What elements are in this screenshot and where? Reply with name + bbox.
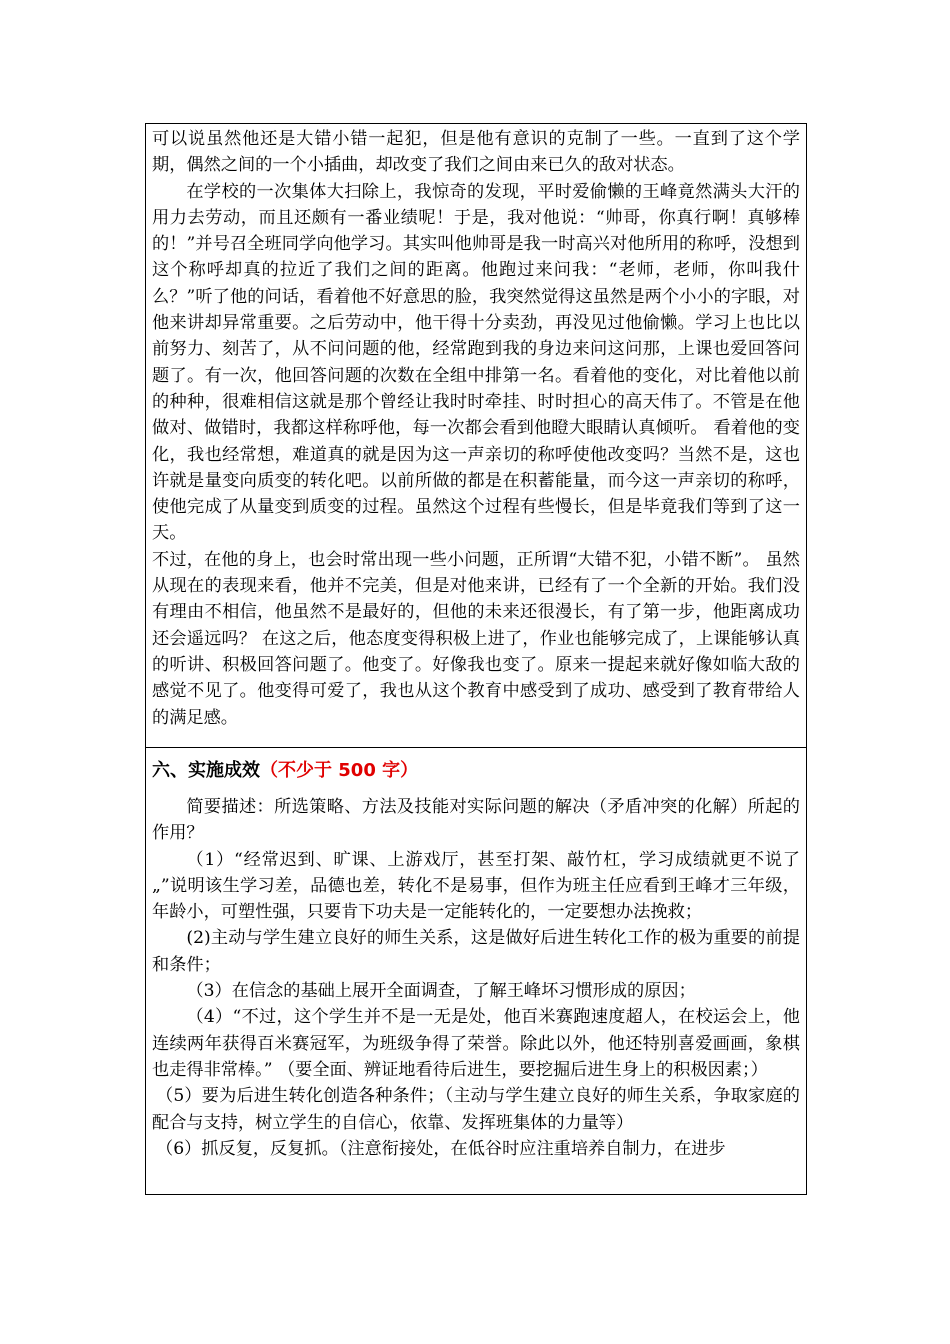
section6-item-2: (2)主动与学生建立良好的师生关系，这是做好后进生转化工作的极为重要的前提和条件；	[152, 928, 800, 975]
section6-item-1: （1）“经常迟到、旷课、上游戏厅，甚至打架、敲竹杠，学习成绩就更不说了„”说明该生学习差，品德也差，转化不是易事，但作为班主任应看到王峰才三年级，年龄小，可塑性强，只要肯下功夫是一定能转化的，一定要想办法挽救；	[152, 849, 800, 923]
section6-intro: 简要描述：所选策略、方法及技能对实际问题的解决（矛盾冲突的化解）所起的作用？	[152, 797, 800, 844]
section6-item-5: （5）要为后进生转化创造各种条件；（主动与学生建立良好的师生关系，争取家庭的配合与支持，树立学生的自信心，依靠、发挥班集体的力量等）	[152, 1086, 800, 1133]
section6-item-4: （4）“不过，这个学生并不是一无是处，他百米赛跑速度超人，在校运会上，他连续两年获得百米赛冠军，为班级争得了荣誉。除此以外，他还特别喜爱画画，象棋也走得非常棒。” （要全面、辨证地看待后进生，要挖掘后进生身上的积极因素；）	[152, 1007, 800, 1080]
document-table	[145, 123, 807, 1195]
section6-item-3: （3）在信念的基础上展开全面调查，了解王峰坏习惯形成的原因；	[186, 981, 696, 1002]
paragraph-1: 可以说虽然他还是大错小错一起犯，但是他有意识的克制了一些。一直到了这个学期，偶然之间的一个小插曲，却改变了我们之间由来已久的敌对状态。	[152, 129, 800, 176]
section6-heading	[152, 756, 800, 786]
section6-requirement: （不少于 500 字）	[260, 760, 419, 781]
narrative-cell	[146, 124, 806, 748]
paragraph-3: 不过，在他的身上，也会时常出现一些小问题，正所谓“大错不犯，小错不断”。 虽然从现在的表现来看，他并不完美，但是对他来讲，已经有了一个全新的开始。我们没有理由不相信，他虽然不是最好的，但他的未来还很漫长，有了第一步，他距离成功还会遥远吗？ 在这之后，他态度变得积极上进了，作业也能够完成了，上课能够认真的听讲、积极回答问题了。他变了。好像我也变了。原来一提起来就好像如临大敌的感觉不见了。他变得可爱了，我也从这个教育中感受到了成功、感受到了教育带给人的满足感。	[152, 549, 800, 728]
section6-item-6: （6）抓反复，反复抓。（注意衔接处，在低谷时应注重培养自制力，在进步	[156, 1138, 726, 1159]
section6-cell	[146, 748, 806, 1194]
section6-title: 六、实施成效	[152, 760, 260, 781]
paragraph-2: 在学校的一次集体大扫除上，我惊奇的发现，平时爱偷懒的王峰竟然满头大汗的用力去劳动，而且还颇有一番业绩呢！于是，我对他说：“帅哥，你真行啊！真够棒的！”并号召全班同学向他学习。其实叫他帅哥是我一时高兴对他所用的称呼，没想到这个称呼却真的拉近了我们之间的距离。他跑过来问我：“老师，老师，你叫我什么？”听了他的问话，看着他不好意思的脸，我突然觉得这虽然是两个小小的字眼，对他来讲却异常重要。之后劳动中，他干得十分卖劲，再没见过他偷懒。学习上也比以前努力、刻苦了，从不问问题的他，经常跑到我的身边来问这问那，上课也爱回答问题了。有一次，他回答问题的次数在全组中排第一名。看着他的变化，对比着他以前的种种，很难相信这就是那个曾经让我时时牵挂、时时担心的高天伟了。不管是在他做对、做错时，我都这样称呼他，每一次都会看到他瞪大眼睛认真倾听。 看着他的变化，我也经常想，难道真的就是因为这一声亲切的称呼使他改变吗？当然不是，这也许就是量变向质变的转化吧。以前所做的都是在积蓄能量，而今这一声亲切的称呼，使他完成了从量变到质变的过程。虽然这个过程有些慢长，但是毕竟我们等到了这一天。	[152, 181, 800, 544]
